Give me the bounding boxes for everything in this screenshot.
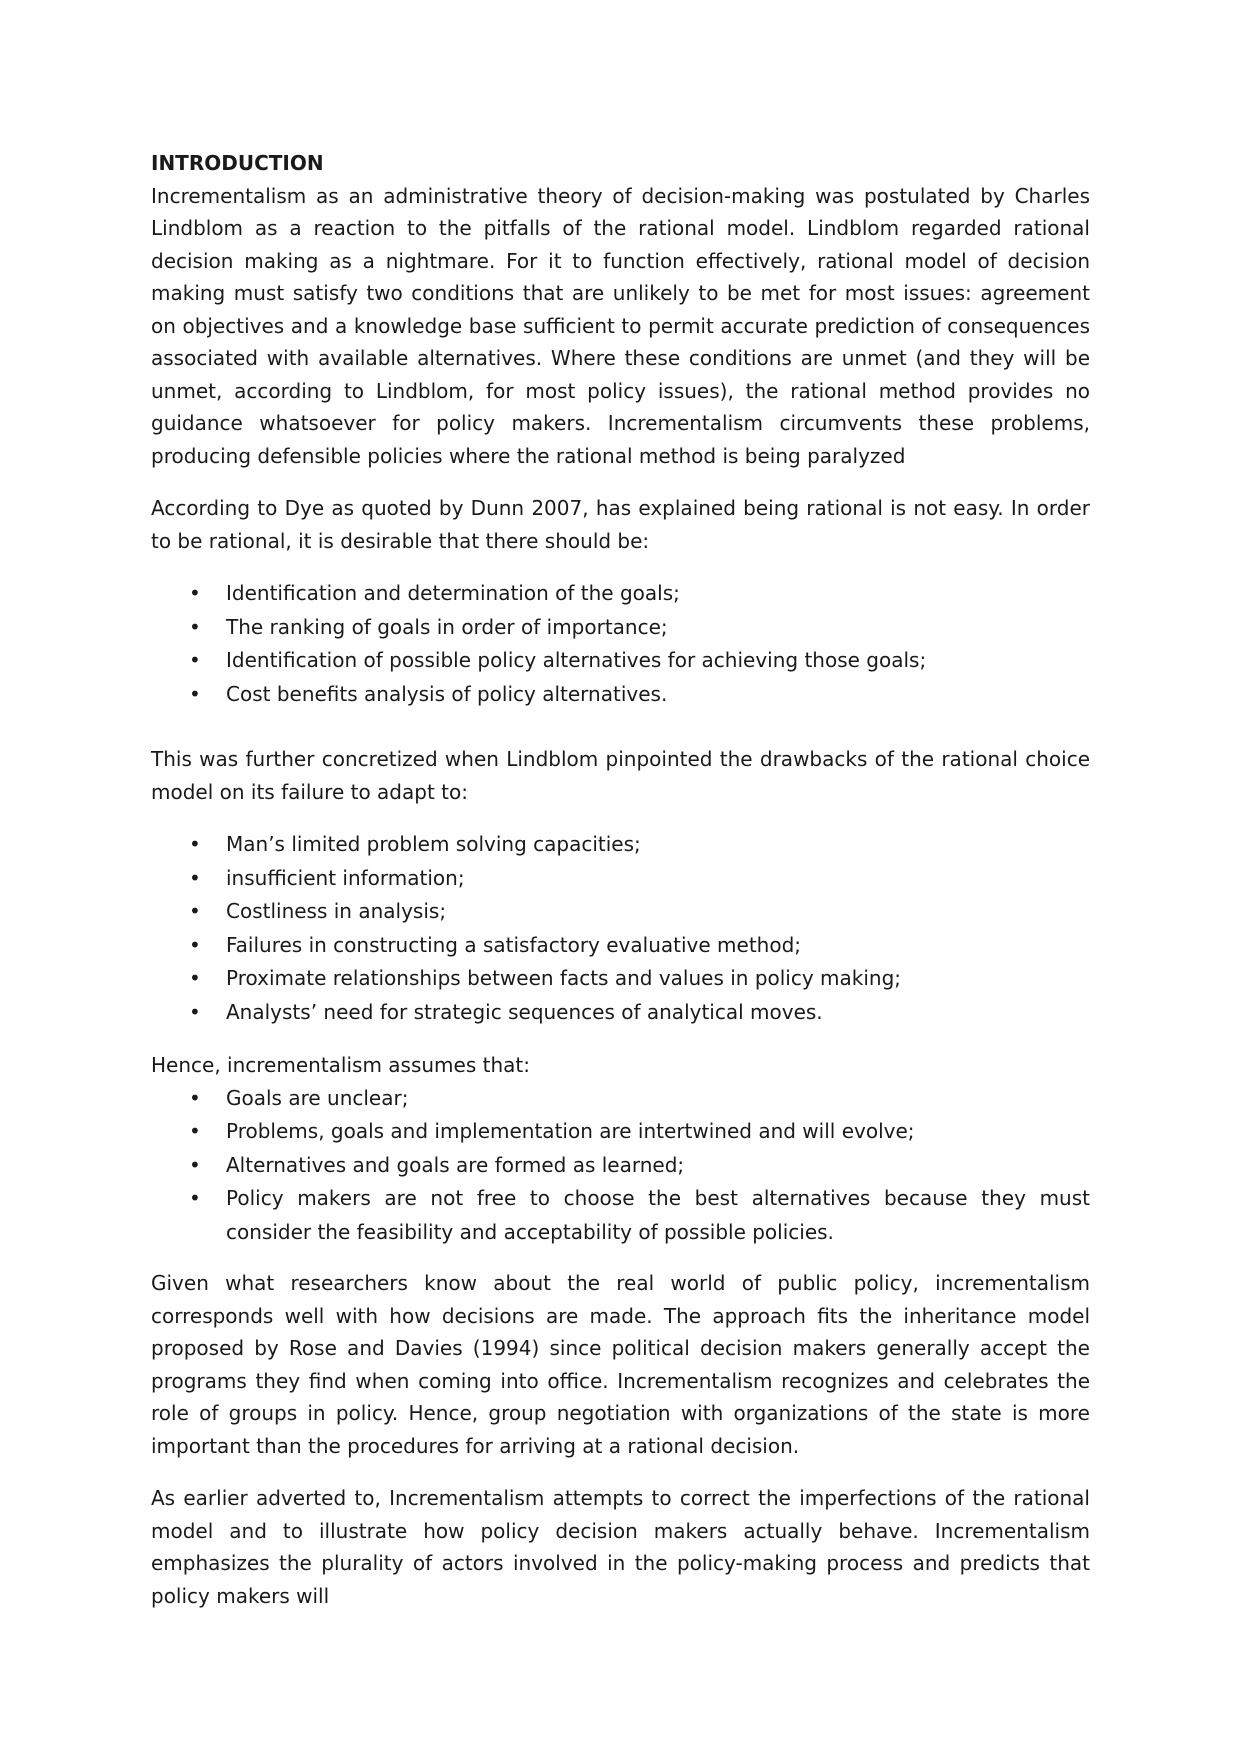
paragraph-intro: Incrementalism as an administrative theory of decision-making was postulated by Charles Lindblom as a reaction to the pitfalls of the rational model. Lindblom regarded rational decision making as a nightmare. For it to function effectively, rational model of decision making must satisfy two conditions that are unlikely to be met for most issues: agreement on objectives and a knowledge base sufficient to permit accurate prediction of consequences associated with available alternatives. Where these conditions are unmet (and they will be unmet, according to Lindblom, for most policy issues), the rational method provides no guidance whatsoever for policy makers. Incrementalism circumvents these problems, producing defensible policies where the rational method is being paralyzed	[151, 183, 1090, 468]
document-page	[151, 147, 1090, 1612]
list-item: • Goals are unclear;	[151, 1082, 1090, 1116]
list-item: • Man’s limited problem solving capacities;	[151, 828, 1090, 862]
rationality-requirements-list	[151, 577, 1090, 711]
list-item: • Identification and determination of the goals;	[151, 577, 1090, 611]
paragraph-corrections: As earlier adverted to, Incrementalism attempts to correct the imperfections of the rational model and to illustrate how policy decision makers actually behave. Incrementalism emphasizes the plurality of actors involved in the policy-making process and predicts that policy makers will	[151, 1486, 1090, 1608]
list-item: • The ranking of goals in order of importance;	[151, 611, 1090, 645]
paragraph-assumptions-intro: Hence, incrementalism assumes that:	[151, 1053, 530, 1077]
paragraph-dye-quote: According to Dye as quoted by Dunn 2007, has explained being rational is not easy. In order to be rational, it is desirable that there should be:	[151, 496, 1090, 553]
section-heading: INTRODUCTION	[151, 151, 324, 175]
list-item: • Analysts’ need for strategic sequences of analytical moves.	[151, 996, 1090, 1030]
list-item: • Policy makers are not free to choose the best alternatives because they must consider the feasibility and acceptability of possible policies.	[151, 1182, 1090, 1249]
list-item: • Failures in constructing a satisfactory evaluative method;	[151, 929, 1090, 963]
list-item: • Alternatives and goals are formed as learned;	[151, 1149, 1090, 1183]
list-item: • Cost benefits analysis of policy alternatives.	[151, 678, 1090, 712]
paragraph-lindblom-drawbacks: This was further concretized when Lindblom pinpointed the drawbacks of the rational choice model on its failure to adapt to:	[151, 747, 1090, 804]
list-item: • Proximate relationships between facts and values in policy making;	[151, 962, 1090, 996]
drawbacks-list	[151, 828, 1090, 1029]
list-item: • Problems, goals and implementation are intertwined and will evolve;	[151, 1115, 1090, 1149]
paragraph-real-world: Given what researchers know about the real world of public policy, incrementalism corresponds well with how decisions are made. The approach fits the inheritance model proposed by Rose and Davies (1994) since political decision makers generally accept the programs they find when coming into office. Incrementalism recognizes and celebrates the role of groups in policy. Hence, group negotiation with organizations of the state is more important than the procedures for arriving at a rational decision.	[151, 1271, 1090, 1458]
list-item: • Identification of possible policy alternatives for achieving those goals;	[151, 644, 1090, 678]
list-item: • insufficient information;	[151, 862, 1090, 896]
assumptions-list	[151, 1082, 1090, 1250]
list-item: • Costliness in analysis;	[151, 895, 1090, 929]
